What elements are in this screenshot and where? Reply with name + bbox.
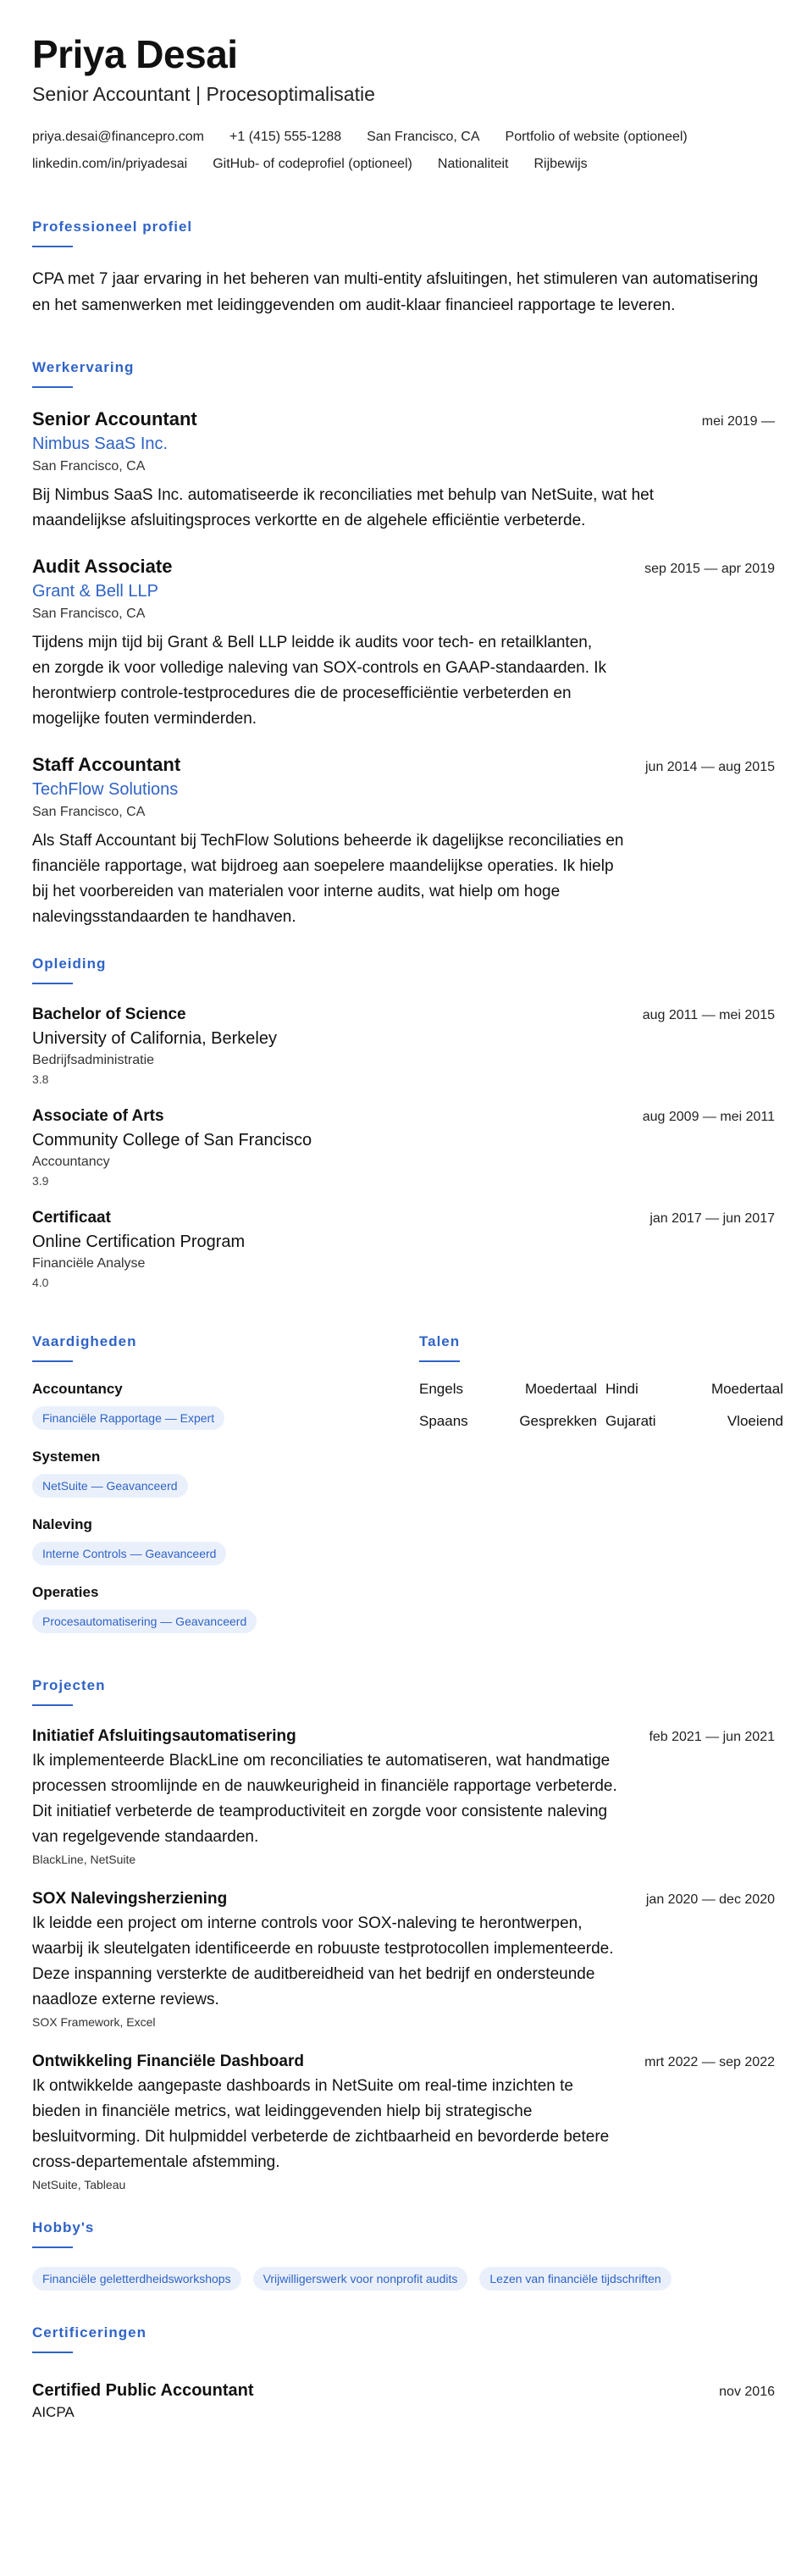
education-degree: Certificaat <box>32 1209 111 1227</box>
certification-title: Certified Public Accountant <box>32 2381 254 2400</box>
education-field: Financiële Analyse <box>32 1256 146 1271</box>
section-divider <box>32 386 73 388</box>
job-date: sep 2015 — apr 2019 <box>644 562 775 576</box>
education-field: Accountancy <box>32 1155 110 1169</box>
project-title: Ontwikkeling Financiële Dashboard <box>32 2052 304 2070</box>
project-entry <box>32 1887 775 2031</box>
education-entry <box>32 1206 775 1291</box>
candidate-name: Priya Desai <box>32 32 238 76</box>
skill-tag: Interne Controls — Geavanceerd <box>32 1542 226 1565</box>
education-date: jan 2017 — jun 2017 <box>649 1211 775 1226</box>
education-degree: Associate of Arts <box>32 1107 164 1125</box>
job-entry <box>32 752 775 930</box>
project-description: Ik implementeerde BlackLine om reconciliaties te automatiseren, wat handmatige processen stroomlijnde en de nauwkeurigheid in financiële rapportage verbeterde. Dit initiatief verbeterde de teamproductiviteit en zorgde voor consistente naleving van regelgevende standaarden. <box>32 1752 617 1846</box>
skill-tag: NetSuite — Geavanceerd <box>32 1474 188 1498</box>
education-field: Bedrijfsadministratie <box>32 1053 155 1067</box>
language-level: Gesprekken <box>519 1413 597 1429</box>
contact-github[interactable]: GitHub- of codeprofiel (optioneel) <box>213 157 412 171</box>
job-title: Senior Accountant <box>32 408 197 429</box>
skills-column <box>32 1308 419 1652</box>
skill-group <box>32 1516 419 1584</box>
job-entry <box>32 554 775 732</box>
candidate-subtitle: Senior Accountant | Procesoptimalisatie <box>32 83 375 105</box>
section-title-education: Opleiding <box>32 956 107 972</box>
education-school: Community College of San Francisco <box>32 1131 312 1150</box>
project-description: Ik ontwikkelde aangepaste dashboards in NetSuite om real-time inzichten te bieden in financiële metrics, wat leidinggevenden hielp bij strategische besluitvorming. Dit hulpmiddel verbeterde de zichtbaarheid en bevorderde betere cross-departementale afstemming. <box>32 2077 610 2171</box>
section-title-profile: Professioneel profiel <box>32 219 193 235</box>
language-level: Vloeiend <box>727 1413 783 1429</box>
language-level: Moedertaal <box>524 1381 597 1397</box>
project-date: mrt 2022 — sep 2022 <box>644 2055 775 2069</box>
language-name: Engels <box>419 1381 463 1397</box>
skill-group <box>32 1584 419 1652</box>
education-entry <box>32 1003 775 1088</box>
job-title: Audit Associate <box>32 556 173 577</box>
job-title: Staff Accountant <box>32 754 181 775</box>
education-gpa: 3.8 <box>32 1072 49 1086</box>
job-date: mei 2019 — <box>701 414 775 429</box>
skill-group <box>32 1449 419 1516</box>
education-school: Online Certification Program <box>32 1233 246 1251</box>
section-divider <box>32 2352 73 2353</box>
contact-phone[interactable]: +1 (415) 555-1288 <box>229 130 342 144</box>
skill-group <box>32 1381 419 1449</box>
contact-nationality: Nationaliteit <box>437 157 509 171</box>
section-divider <box>32 983 73 984</box>
education-gpa: 3.9 <box>32 1174 49 1188</box>
job-location: San Francisco, CA <box>32 805 146 819</box>
section-divider <box>419 1360 460 1362</box>
job-company: TechFlow Solutions <box>32 780 179 799</box>
education-gpa: 4.0 <box>32 1276 49 1289</box>
section-divider <box>32 2246 73 2248</box>
certification-entry <box>32 2379 775 2423</box>
hobby-tag: Vrijwilligerswerk voor nonprofit audits <box>253 2267 468 2291</box>
project-tech: NetSuite, Tableau <box>32 2178 126 2191</box>
project-entry <box>32 1725 775 1869</box>
section-divider <box>32 246 73 247</box>
skill-tag: Procesautomatisering — Geavanceerd <box>32 1609 257 1633</box>
language-name: Spaans <box>419 1413 468 1429</box>
job-company: Grant & Bell LLP <box>32 582 158 601</box>
education-date: aug 2009 — mei 2011 <box>642 1110 775 1124</box>
contact-location: San Francisco, CA <box>367 130 480 144</box>
job-description: Bij Nimbus SaaS Inc. automatiseerde ik reconciliaties met behulp van NetSuite, wat het maandelijkse afsluitingsproces verkortte en de algehele efficiëntie verbeterde. <box>32 486 654 529</box>
language-name: Hindi <box>605 1381 638 1397</box>
project-date: feb 2021 — jun 2021 <box>649 1730 775 1744</box>
contact-list <box>32 124 775 178</box>
project-entry <box>32 2050 775 2194</box>
skill-tag: Financiële Rapportage — Expert <box>32 1406 224 1430</box>
profile-text: CPA met 7 jaar ervaring in het beheren van multi-entity afsluitingen, het stimuleren van automatisering en het samenwerken met leidinggevenden om audit-klaar financieel rapportage te leveren. <box>32 270 759 314</box>
section-title-hobbies: Hobby's <box>32 2219 95 2235</box>
language-level: Moedertaal <box>710 1381 783 1397</box>
education-date: aug 2011 — mei 2015 <box>642 1008 775 1022</box>
section-divider <box>32 1360 73 1362</box>
project-tech: SOX Framework, Excel <box>32 2015 156 2029</box>
project-title: SOX Nalevingsherziening <box>32 1890 228 1908</box>
skill-category: Systemen <box>32 1449 101 1465</box>
job-location: San Francisco, CA <box>32 459 146 474</box>
job-date: jun 2014 — aug 2015 <box>644 760 775 774</box>
skill-category: Operaties <box>32 1584 99 1600</box>
job-company: Nimbus SaaS Inc. <box>32 435 169 453</box>
job-entry <box>32 407 775 534</box>
languages-column <box>419 1308 783 1652</box>
skill-category: Naleving <box>32 1516 92 1532</box>
contact-portfolio[interactable]: Portfolio of website (optioneel) <box>505 130 688 144</box>
project-description: Ik leidde een project om interne controls voor SOX-naleving te herontwerpen, waarbij ik sleutelgaten identificeerde en robuuste testprotocollen implementeerde. Deze inspanning versterkte de auditbereidheid van het bedrijf en ondersteunde naadloze externe reviews. <box>32 1914 614 2008</box>
contact-license: Rijbewijs <box>533 157 588 171</box>
education-school: University of California, Berkeley <box>32 1029 277 1048</box>
contact-email[interactable]: priya.desai@financepro.com <box>32 130 205 144</box>
skills-languages-row <box>32 1308 783 1652</box>
section-title-experience: Werkervaring <box>32 359 135 375</box>
hobby-tag: Lezen van financiële tijdschriften <box>479 2267 671 2291</box>
certification-issuer: AICPA <box>32 2404 75 2420</box>
job-location: San Francisco, CA <box>32 607 146 621</box>
hobby-tag: Financiële geletterdheidsworkshops <box>32 2267 241 2291</box>
job-description: Tijdens mijn tijd bij Grant & Bell LLP leidde ik audits voor tech- en retailklanten, en zorgde ik voor volledige naleving van SOX-controls en GAAP-standaarden. Ik herontwierp controle-testprocedures die de procesefficiëntie verbeterden en mogelijke fouten verminderden. <box>32 634 607 728</box>
section-title-projects: Projecten <box>32 1677 106 1693</box>
project-tech: BlackLine, NetSuite <box>32 1853 136 1866</box>
job-description: Als Staff Accountant bij TechFlow Solutions beheerde ik dagelijkse reconciliaties en financiële rapportage, wat bijdroeg aan soepelere maandelijkse operaties. Ik hielp bij het voorbereiden van materialen voor interne audits, wat hielp om hoge nalevingsstandaarden te handhaven. <box>32 832 624 926</box>
project-date: jan 2020 — dec 2020 <box>645 1892 775 1907</box>
section-divider <box>32 1704 73 1706</box>
section-title-certifications: Certificeringen <box>32 2324 146 2341</box>
contact-linkedin[interactable]: linkedin.com/in/priyadesai <box>32 157 188 171</box>
section-title-skills: Vaardigheden <box>32 1333 137 1349</box>
education-entry <box>32 1105 775 1189</box>
skill-category: Accountancy <box>32 1381 123 1397</box>
language-name: Gujarati <box>605 1413 656 1429</box>
certification-date: nov 2016 <box>719 2385 775 2399</box>
education-degree: Bachelor of Science <box>32 1005 186 1023</box>
project-title: Initiatief Afsluitingsautomatisering <box>32 1727 296 1745</box>
language-grid <box>419 1381 783 1430</box>
section-title-languages: Talen <box>419 1333 461 1349</box>
hobby-list <box>32 2267 775 2309</box>
